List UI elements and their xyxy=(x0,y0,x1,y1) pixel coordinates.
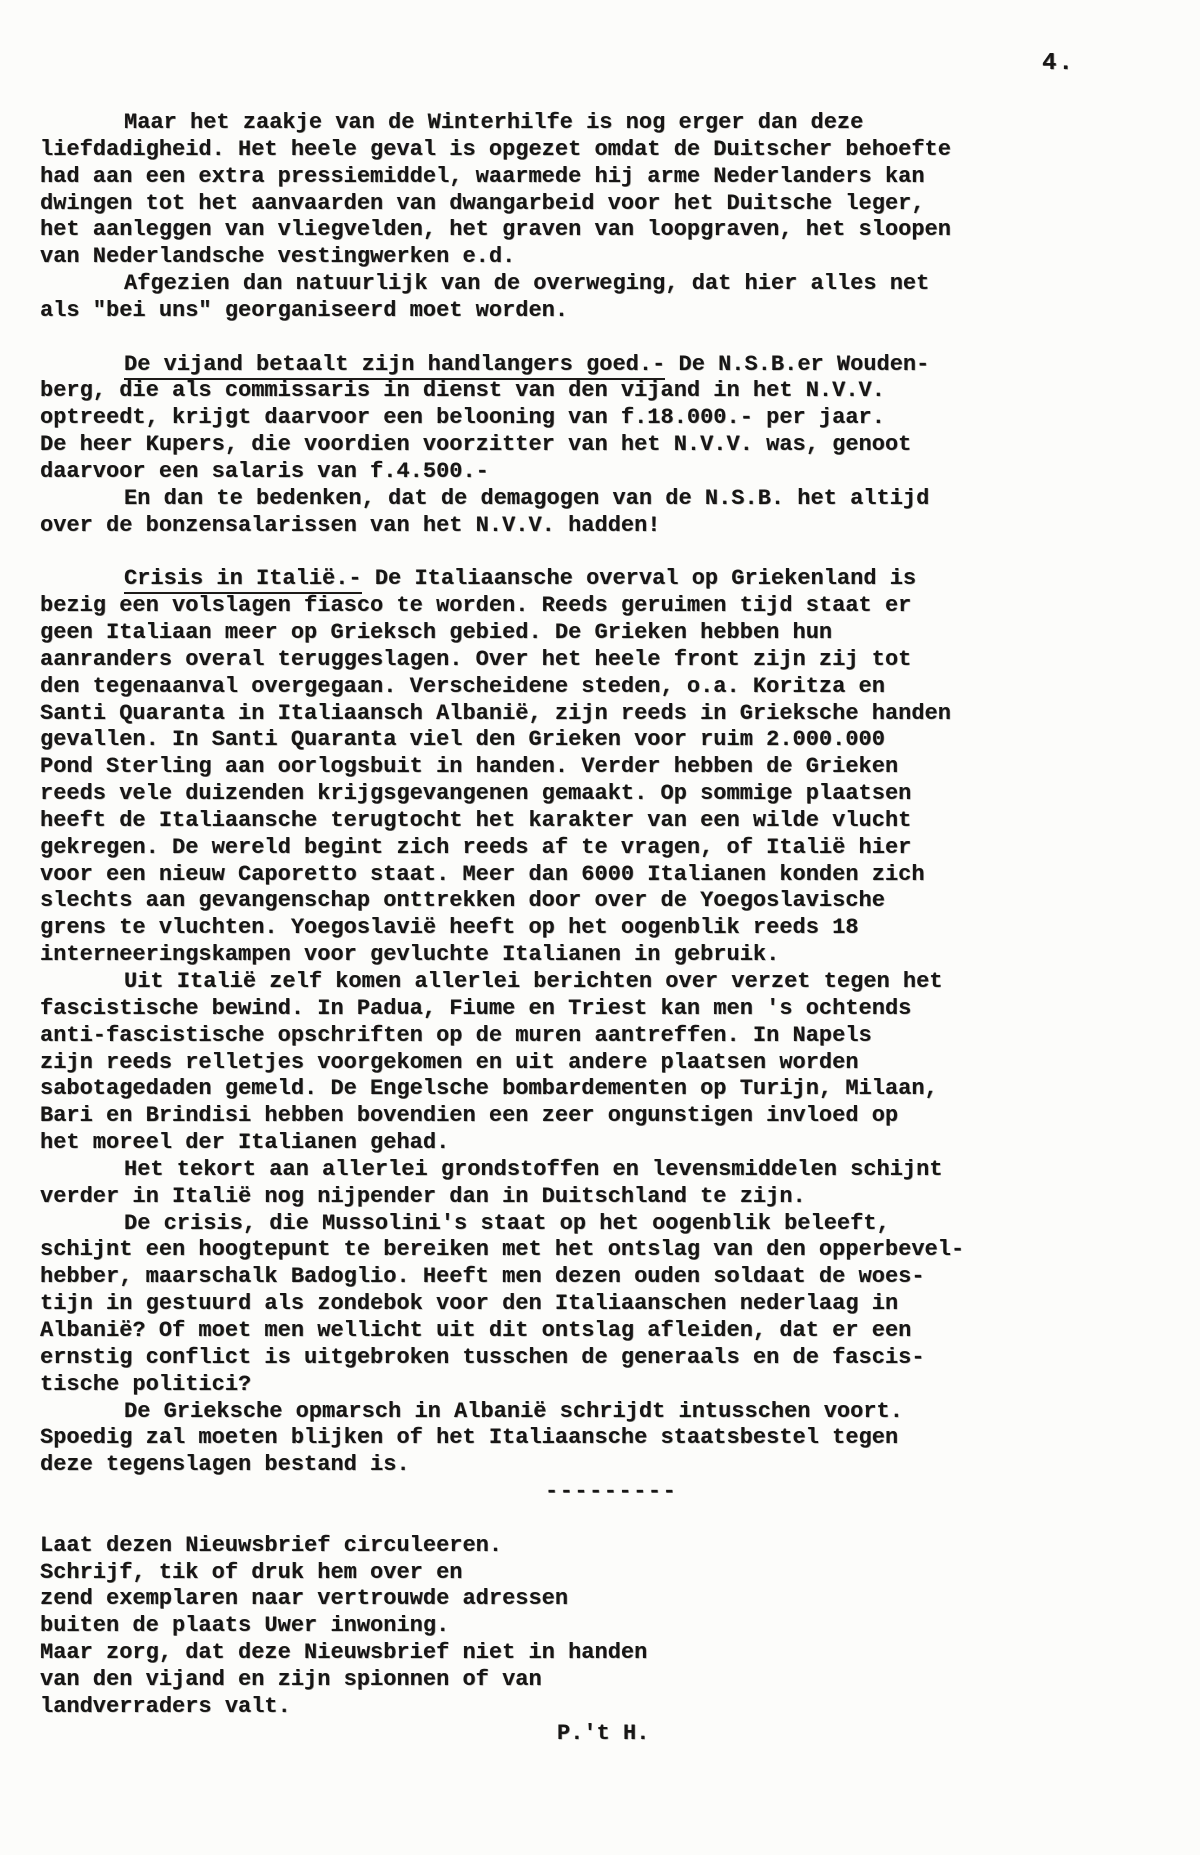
text-segment: fascistische bewind. In Padua, Fiume en Triest kan men 's ochtends xyxy=(40,995,912,1021)
text-segment: Spoedig zal moeten blijken of het Italiaansche staatsbestel tegen xyxy=(40,1425,899,1451)
text-line xyxy=(40,701,1170,728)
text-line xyxy=(40,459,1170,486)
text-line xyxy=(40,1452,1170,1479)
text-segment: van Nederlandsche vestingwerken e.d. xyxy=(40,244,516,270)
text-line xyxy=(40,1667,1170,1694)
text-line xyxy=(40,593,1170,620)
text-line xyxy=(40,486,1170,513)
blank-line xyxy=(40,1506,1170,1533)
text-segment: Het tekort aan allerlei grondstoffen en levensmiddelen schijnt xyxy=(124,1156,943,1182)
text-segment: anti-fascistische opschriften op de muren aantreffen. In Napels xyxy=(40,1022,872,1048)
blank-line xyxy=(40,325,1170,352)
text-segment: bezig een volslagen fiasco te worden. Reeds geruimen tijd staat er xyxy=(40,593,912,619)
text-line xyxy=(40,1211,1170,1238)
text-segment: Laat dezen Nieuwsbrief circuleeren. xyxy=(40,1532,503,1558)
text-line xyxy=(40,1345,1170,1372)
text-segment: schijnt een hoogtepunt te bereiken met het ontslag van den opperbevel- xyxy=(40,1237,965,1263)
text-line xyxy=(40,1103,1170,1130)
text-segment: Uit Italië zelf komen allerlei berichten over verzet tegen het xyxy=(124,969,943,994)
text-segment: Afgezien dan natuurlijk van de overweging, dat hier alles net xyxy=(124,271,930,297)
text-line xyxy=(40,620,1170,647)
text-line xyxy=(40,1533,1170,1560)
text-segment: optreedt, krijgt daarvoor een belooning van f.18.000.- per jaar. xyxy=(40,405,885,431)
separator-line xyxy=(40,1479,1170,1506)
text-segment: over de bonzensalarissen van het N.V.V. hadden! xyxy=(40,512,661,538)
text-segment: daarvoor een salaris van f.4.500.- xyxy=(40,458,489,484)
text-segment: den tegenaanval overgegaan. Verscheidene steden, o.a. Koritza en xyxy=(40,673,885,699)
document-body xyxy=(40,110,1170,1747)
text-line xyxy=(40,217,1170,244)
text-line xyxy=(40,1560,1170,1587)
text-segment: Santi Quaranta in Italiaansch Albanië, zijn reeds in Grieksche handen xyxy=(40,700,951,726)
text-line xyxy=(40,1372,1170,1399)
text-segment: --------- xyxy=(545,1479,678,1505)
text-segment: buiten de plaats Uwer inwoning. xyxy=(40,1613,450,1639)
text-segment: zend exemplaren naar vertrouwde adressen xyxy=(40,1586,569,1612)
text-segment: gekregen. De wereld begint zich reeds af te vragen, of Italië hier xyxy=(40,834,912,860)
text-line xyxy=(40,781,1170,808)
text-segment: berg, die als commissaris in dienst van den vijand in het N.V.V. xyxy=(40,378,885,404)
text-line xyxy=(40,1399,1170,1426)
text-segment: hebber, maarschalk Badoglio. Heeft men dezen ouden soldaat de woes- xyxy=(40,1264,925,1290)
text-segment: Maar zorg, dat deze Nieuwsbrief niet in handen xyxy=(40,1640,648,1666)
text-line xyxy=(40,942,1170,969)
text-segment: En dan te bedenken, dat de demagogen van de N.S.B. het altijd xyxy=(124,485,930,511)
text-line xyxy=(40,915,1170,942)
text-line xyxy=(40,1640,1170,1667)
text-segment: grens te vluchten. Yoegoslavië heeft op het oogenblik reeds 18 xyxy=(40,915,859,941)
text-segment: had aan een extra pressiemiddel, waarmede hij arme Nederlanders kan xyxy=(40,163,925,189)
text-segment: P.'t H. xyxy=(557,1720,650,1746)
text-line xyxy=(40,835,1170,862)
text-line xyxy=(40,298,1170,325)
text-line xyxy=(40,1157,1170,1184)
text-segment: verder in Italië nog nijpender dan in Duitschland te zijn. xyxy=(40,1183,806,1209)
text-segment: Maar het zaakje van de Winterhilfe is nog erger dan deze xyxy=(124,110,864,135)
text-line xyxy=(40,1023,1170,1050)
text-line xyxy=(40,1237,1170,1264)
text-segment: zijn reeds relletjes voorgekomen en uit andere plaatsen worden xyxy=(40,1049,859,1075)
text-segment: De crisis, die Mussolini's staat op het oogenblik beleeft, xyxy=(124,1210,890,1236)
text-segment: als "bei uns" georganiseerd moet worden. xyxy=(40,297,569,323)
text-segment: tische politici? xyxy=(40,1371,252,1397)
text-line xyxy=(40,1318,1170,1345)
text-segment: het moreel der Italianen gehad. xyxy=(40,1130,450,1156)
text-segment: ernstig conflict is uitgebroken tusschen de generaals en de fascis- xyxy=(40,1344,925,1370)
text-segment: Albanië? Of moet men wellicht uit dit ontslag afleiden, dat er een xyxy=(40,1317,912,1343)
text-line xyxy=(40,808,1170,835)
text-line xyxy=(40,110,1170,137)
text-line xyxy=(40,1291,1170,1318)
text-segment: tijn in gestuurd als zondebok voor den Italiaanschen nederlaag in xyxy=(40,1291,899,1317)
text-line xyxy=(40,647,1170,674)
page-number: 4. xyxy=(1042,50,1075,77)
text-line xyxy=(40,405,1170,432)
text-segment: gevallen. In Santi Quaranta viel den Grieken voor ruim 2.000.000 xyxy=(40,727,885,753)
text-line xyxy=(40,271,1170,298)
text-line xyxy=(40,1613,1170,1640)
text-line xyxy=(40,1264,1170,1291)
text-segment: Pond Sterling aan oorlogsbuit in handen. Verder hebben de Grieken xyxy=(40,754,899,780)
text-segment: slechts aan gevangenschap onttrekken door over de Yoegoslavische xyxy=(40,888,885,914)
text-segment: liefdadigheid. Het heele geval is opgezet omdat de Duitscher behoefte xyxy=(40,136,951,162)
text-line xyxy=(40,137,1170,164)
text-line xyxy=(40,164,1170,191)
text-segment: van den vijand en zijn spionnen of van xyxy=(40,1666,542,1692)
text-line xyxy=(40,996,1170,1023)
text-segment: aanranders overal teruggeslagen. Over het heele front zijn zij tot xyxy=(40,646,912,672)
text-line xyxy=(40,1694,1170,1721)
text-line xyxy=(40,674,1170,701)
text-segment: sabotagedaden gemeld. De Engelsche bombardementen op Turijn, Milaan, xyxy=(40,1076,938,1102)
text-line xyxy=(40,727,1170,754)
text-line xyxy=(40,191,1170,218)
text-line xyxy=(40,1586,1170,1613)
text-line xyxy=(40,352,1170,379)
text-segment: De Italiaansche overval op Griekenland is xyxy=(361,566,917,592)
text-segment: het aanleggen van vliegvelden, het graven van loopgraven, het sloopen xyxy=(40,217,951,243)
text-segment: dwingen tot het aanvaarden van dwangarbeid voor het Duitsche leger, xyxy=(40,190,925,216)
text-line xyxy=(40,1050,1170,1077)
text-line xyxy=(40,862,1170,889)
text-line xyxy=(40,244,1170,271)
text-line xyxy=(40,1076,1170,1103)
text-segment: Schrijf, tik of druk hem over en xyxy=(40,1559,463,1585)
text-segment: interneeringskampen voor gevluchte Italianen in gebruik. xyxy=(40,942,780,968)
text-segment: Bari en Brindisi hebben bovendien een zeer ongunstigen invloed op xyxy=(40,1103,899,1129)
underlined-heading: De vijand betaalt zijn handlangers goed.- xyxy=(124,352,665,380)
text-line xyxy=(40,1130,1170,1157)
text-line xyxy=(40,378,1170,405)
text-line xyxy=(40,432,1170,459)
text-segment: De heer Kupers, die voordien voorzitter van het N.V.V. was, genoot xyxy=(40,432,912,458)
text-segment: landverraders valt. xyxy=(40,1693,291,1719)
underlined-heading: Crisis in Italië.- xyxy=(124,566,362,594)
text-segment: De Grieksche opmarsch in Albanië schrijdt intusschen voort. xyxy=(124,1398,903,1424)
text-line xyxy=(40,1425,1170,1452)
text-segment: De N.S.B.er Wouden- xyxy=(665,351,930,377)
text-line xyxy=(40,969,1170,996)
blank-line xyxy=(40,540,1170,567)
text-line xyxy=(40,1184,1170,1211)
signature-line xyxy=(40,1721,1170,1748)
text-line xyxy=(40,513,1170,540)
text-line xyxy=(40,888,1170,915)
text-segment: geen Italiaan meer op Grieksch gebied. De Grieken hebben hun xyxy=(40,620,833,646)
text-segment: voor een nieuw Caporetto staat. Meer dan 6000 Italianen konden zich xyxy=(40,861,925,887)
text-line xyxy=(40,566,1170,593)
text-segment: deze tegenslagen bestand is. xyxy=(40,1452,410,1478)
text-segment: heeft de Italiaansche terugtocht het karakter van een wilde vlucht xyxy=(40,807,912,833)
text-line xyxy=(40,754,1170,781)
text-segment: reeds vele duizenden krijgsgevangenen gemaakt. Op sommige plaatsen xyxy=(40,781,912,807)
